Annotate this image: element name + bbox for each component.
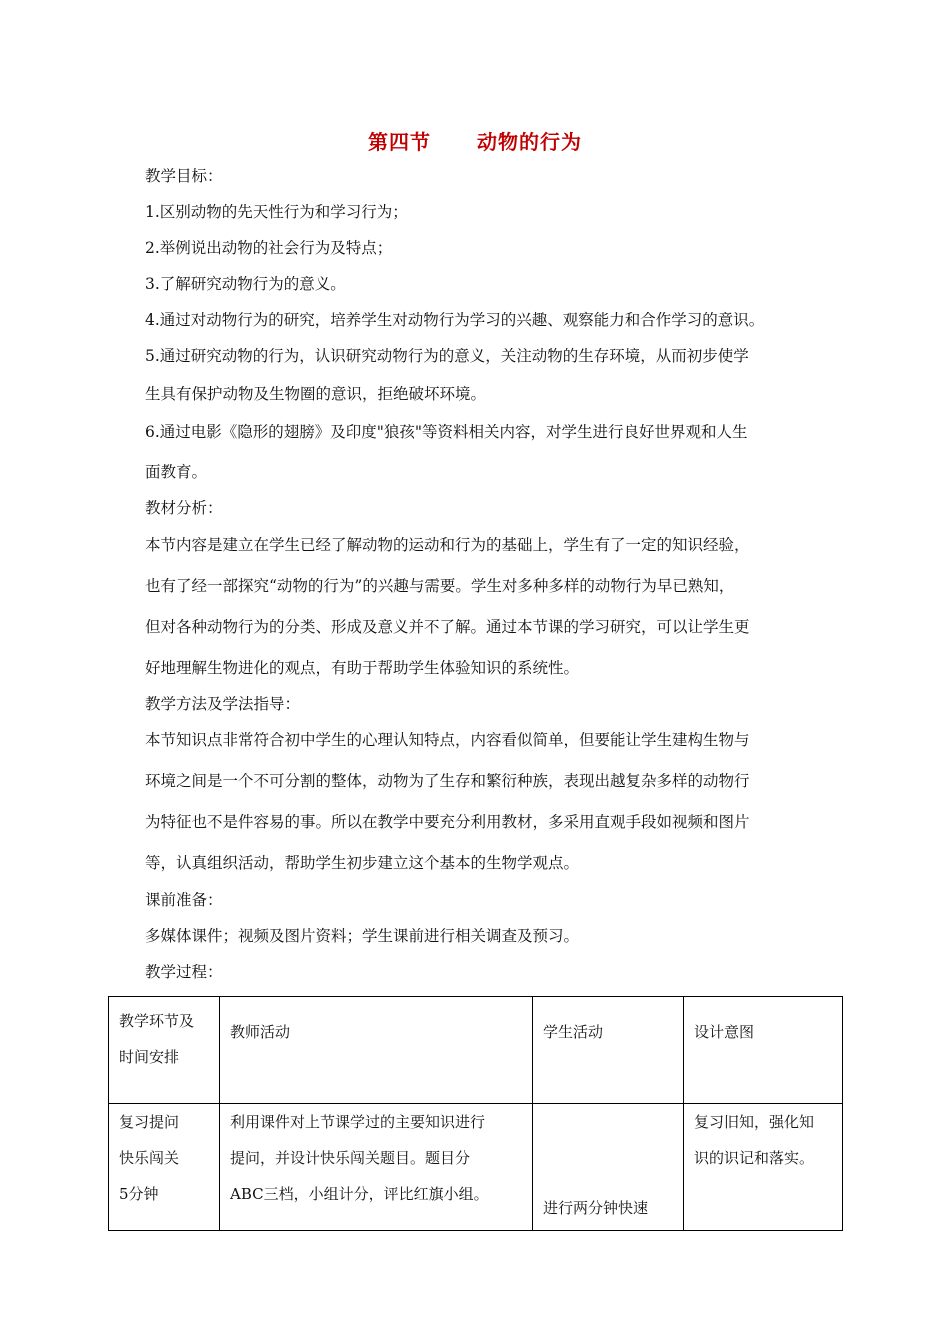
page-title (0, 126, 950, 155)
method-line1: 本节知识点非常符合初中学生的心理认知特点，内容看似简单，但要能让学生建构生物与 (145, 731, 750, 749)
method-line3: 为特征也不是件容易的事。所以在教学中要充分利用教材，多采用直观手段如视频和图片 (145, 813, 750, 831)
prep-heading: 课前准备： (145, 891, 223, 909)
row1-stage: 复习提问 快乐闯关 5分钟 (109, 1104, 220, 1231)
process-heading: 教学过程： (145, 963, 223, 981)
method-line2: 环境之间是一个不可分割的整体，动物为了生存和繁衍种族，表现出越复杂多样的动物行 (145, 772, 750, 790)
goal-6-line1: 6.通过电影《隐形的翅膀》及印度"狼孩"等资料相关内容，对学生进行良好世界观和人生 (145, 423, 748, 441)
row1-intent: 复习旧知，强化知 识的识记和落实。 (684, 1104, 843, 1231)
table-header-row (109, 997, 843, 1104)
goal-5-line2: 生具有保护动物及生物圈的意识，拒绝破坏环境。 (145, 385, 487, 403)
title-section: 第四节 (368, 130, 431, 154)
row1-teacher: 利用课件对上节课学过的主要知识进行 提问，并设计快乐闯关题目。题目分 ABC三档，小组计分，评比红旗小组。 (220, 1104, 533, 1231)
header-design-intent: 设计意图 (684, 997, 843, 1104)
analysis-line1: 本节内容是建立在学生已经了解动物的运动和行为的基础上，学生有了一定的知识经验， (145, 536, 750, 554)
header-stage-time: 教学环节及 时间安排 (109, 997, 220, 1104)
table-row (109, 1104, 843, 1231)
goals-heading: 教学目标： (145, 167, 223, 185)
method-line4: 等，认真组织活动，帮助学生初步建立这个基本的生物学观点。 (145, 854, 580, 872)
analysis-line4: 好地理解生物进化的观点，有助于帮助学生体验知识的系统性。 (145, 659, 580, 677)
title-topic: 动物的行为 (477, 130, 582, 154)
goal-3: 3.了解研究动物行为的意义。 (145, 275, 346, 293)
goal-4: 4.通过对动物行为的研究，培养学生对动物行为学习的兴趣、观察能力和合作学习的意识。 (145, 311, 765, 329)
goal-2: 2.举例说出动物的社会行为及特点； (145, 239, 393, 257)
goal-6-line2: 面教育。 (145, 463, 208, 481)
analysis-line2: 也有了经一部探究“动物的行为”的兴趣与需要。学生对多种多样的动物行为早已熟知， (145, 577, 735, 595)
goal-1: 1.区别动物的先天性行为和学习行为； (145, 203, 408, 221)
teaching-process-table (108, 996, 843, 1231)
prep-line1: 多媒体课件；视频及图片资料；学生课前进行相关调查及预习。 (145, 927, 580, 945)
analysis-line3: 但对各种动物行为的分类、形成及意义并不了解。通过本节课的学习研究，可以让学生更 (145, 618, 750, 636)
header-student-activity: 学生活动 (533, 997, 684, 1104)
goal-5-line1: 5.通过研究动物的行为，认识研究动物行为的意义，关注动物的生存环境，从而初步使学 (145, 347, 749, 365)
method-heading: 教学方法及学法指导： (145, 695, 301, 713)
header-teacher-activity: 教师活动 (220, 997, 533, 1104)
analysis-heading: 教材分析： (145, 499, 223, 517)
row1-student: 进行两分钟快速 (533, 1104, 684, 1231)
